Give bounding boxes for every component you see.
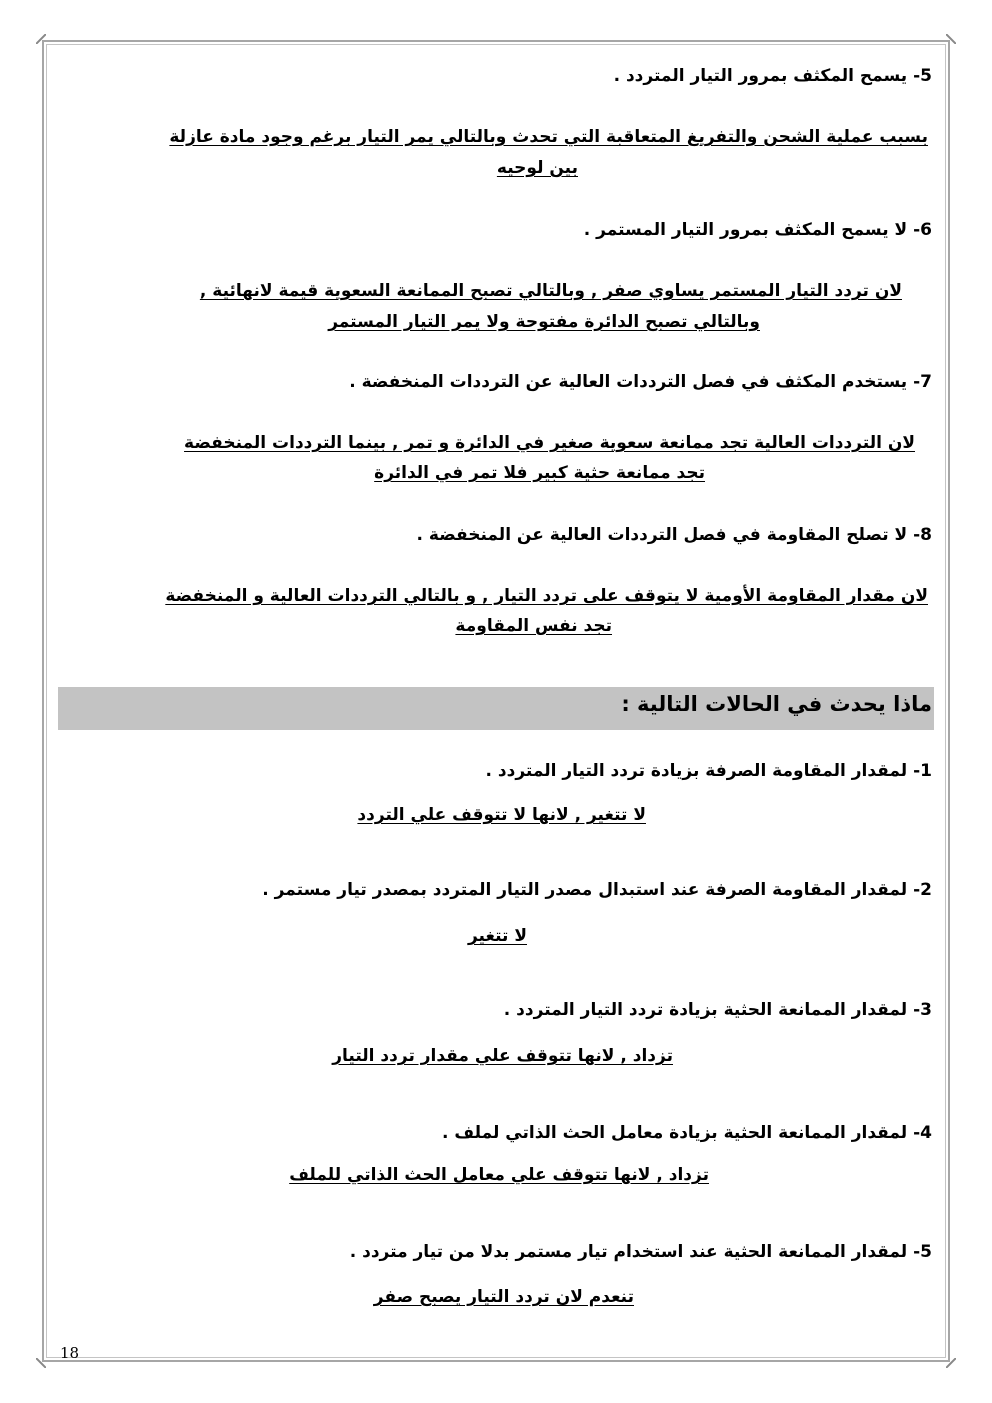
page-number: 18	[60, 1344, 80, 1362]
reason-question: 5- يسمح المكثف بمرور التيار المتردد .	[613, 66, 932, 86]
case-answer: لا تتغير	[467, 926, 527, 946]
reason-question: 8- لا تصلح المقاومة في فصل الترددات العالية عن المنخفضة .	[416, 525, 932, 545]
reason-answer-line: وبالتالي تصبح الدائرة مفتوحة ولا يمر التيار المستمر	[328, 312, 760, 332]
reason-question: 6- لا يسمح المكثف بمرور التيار المستمر .	[583, 220, 932, 240]
reason-answer-line: بين لوحيه	[496, 158, 578, 178]
reason-question: 7- يستخدم المكثف في فصل الترددات العالية عن الترددات المنخفضة .	[349, 372, 932, 392]
corner-ornament-icon	[946, 34, 956, 44]
reason-answer-line: بسبب عملية الشحن والتفريغ المتعاقبة التي تحدث وبالتالي يمر التيار برغم وجود مادة عازلة	[169, 127, 928, 147]
section-header: ماذا يحدث في الحالات التالية :	[621, 692, 932, 716]
reason-answer-line: لان الترددات العالية تجد ممانعة سعوية صغير في الدائرة و تمر , بينما الترددات المنخفضة	[184, 433, 915, 453]
case-answer: تنعدم لان تردد التيار يصبح صفر	[373, 1287, 634, 1307]
reason-answer-line: لان مقدار المقاومة الأومية لا يتوقف على تردد التيار , و بالتالي الترددات العالية و المنخفضة	[165, 586, 928, 606]
case-answer: تزداد , لانها تتوقف علي معامل الحث الذاتي للملف	[289, 1165, 709, 1185]
case-question: 5- لمقدار الممانعة الحثية عند استخدام تيار مستمر بدلا من تيار متردد .	[349, 1242, 932, 1262]
case-answer: لا تتغير , لانها لا تتوقف علي التردد	[357, 805, 646, 825]
case-question: 2- لمقدار المقاومة الصرفة عند استبدال مصدر التيار المتردد بمصدر تيار مستمر .	[262, 880, 932, 900]
corner-ornament-icon	[36, 1358, 46, 1368]
corner-ornament-icon	[946, 1358, 956, 1368]
case-answer: تزداد , لانها تتوقف علي مقدار تردد التيار	[332, 1046, 673, 1066]
case-question: 4- لمقدار الممانعة الحثية بزيادة معامل الحث الذاتي لملف .	[442, 1123, 932, 1143]
corner-ornament-icon	[36, 34, 46, 44]
reason-answer-line: تجد نفس المقاومة	[455, 616, 612, 636]
reason-answer-line: لان تردد التيار المستمر يساوي صفر , وبالتالي تصبح الممانعة السعوية قيمة لانهائية ,	[199, 281, 902, 301]
case-question: 1- لمقدار المقاومة الصرفة بزيادة تردد التيار المتردد .	[485, 761, 932, 781]
reason-answer-line: تجد ممانعة حثية كبير فلا تمر في الدائرة	[374, 463, 705, 483]
case-question: 3- لمقدار الممانعة الحثية بزيادة تردد التيار المتردد .	[503, 1000, 932, 1020]
